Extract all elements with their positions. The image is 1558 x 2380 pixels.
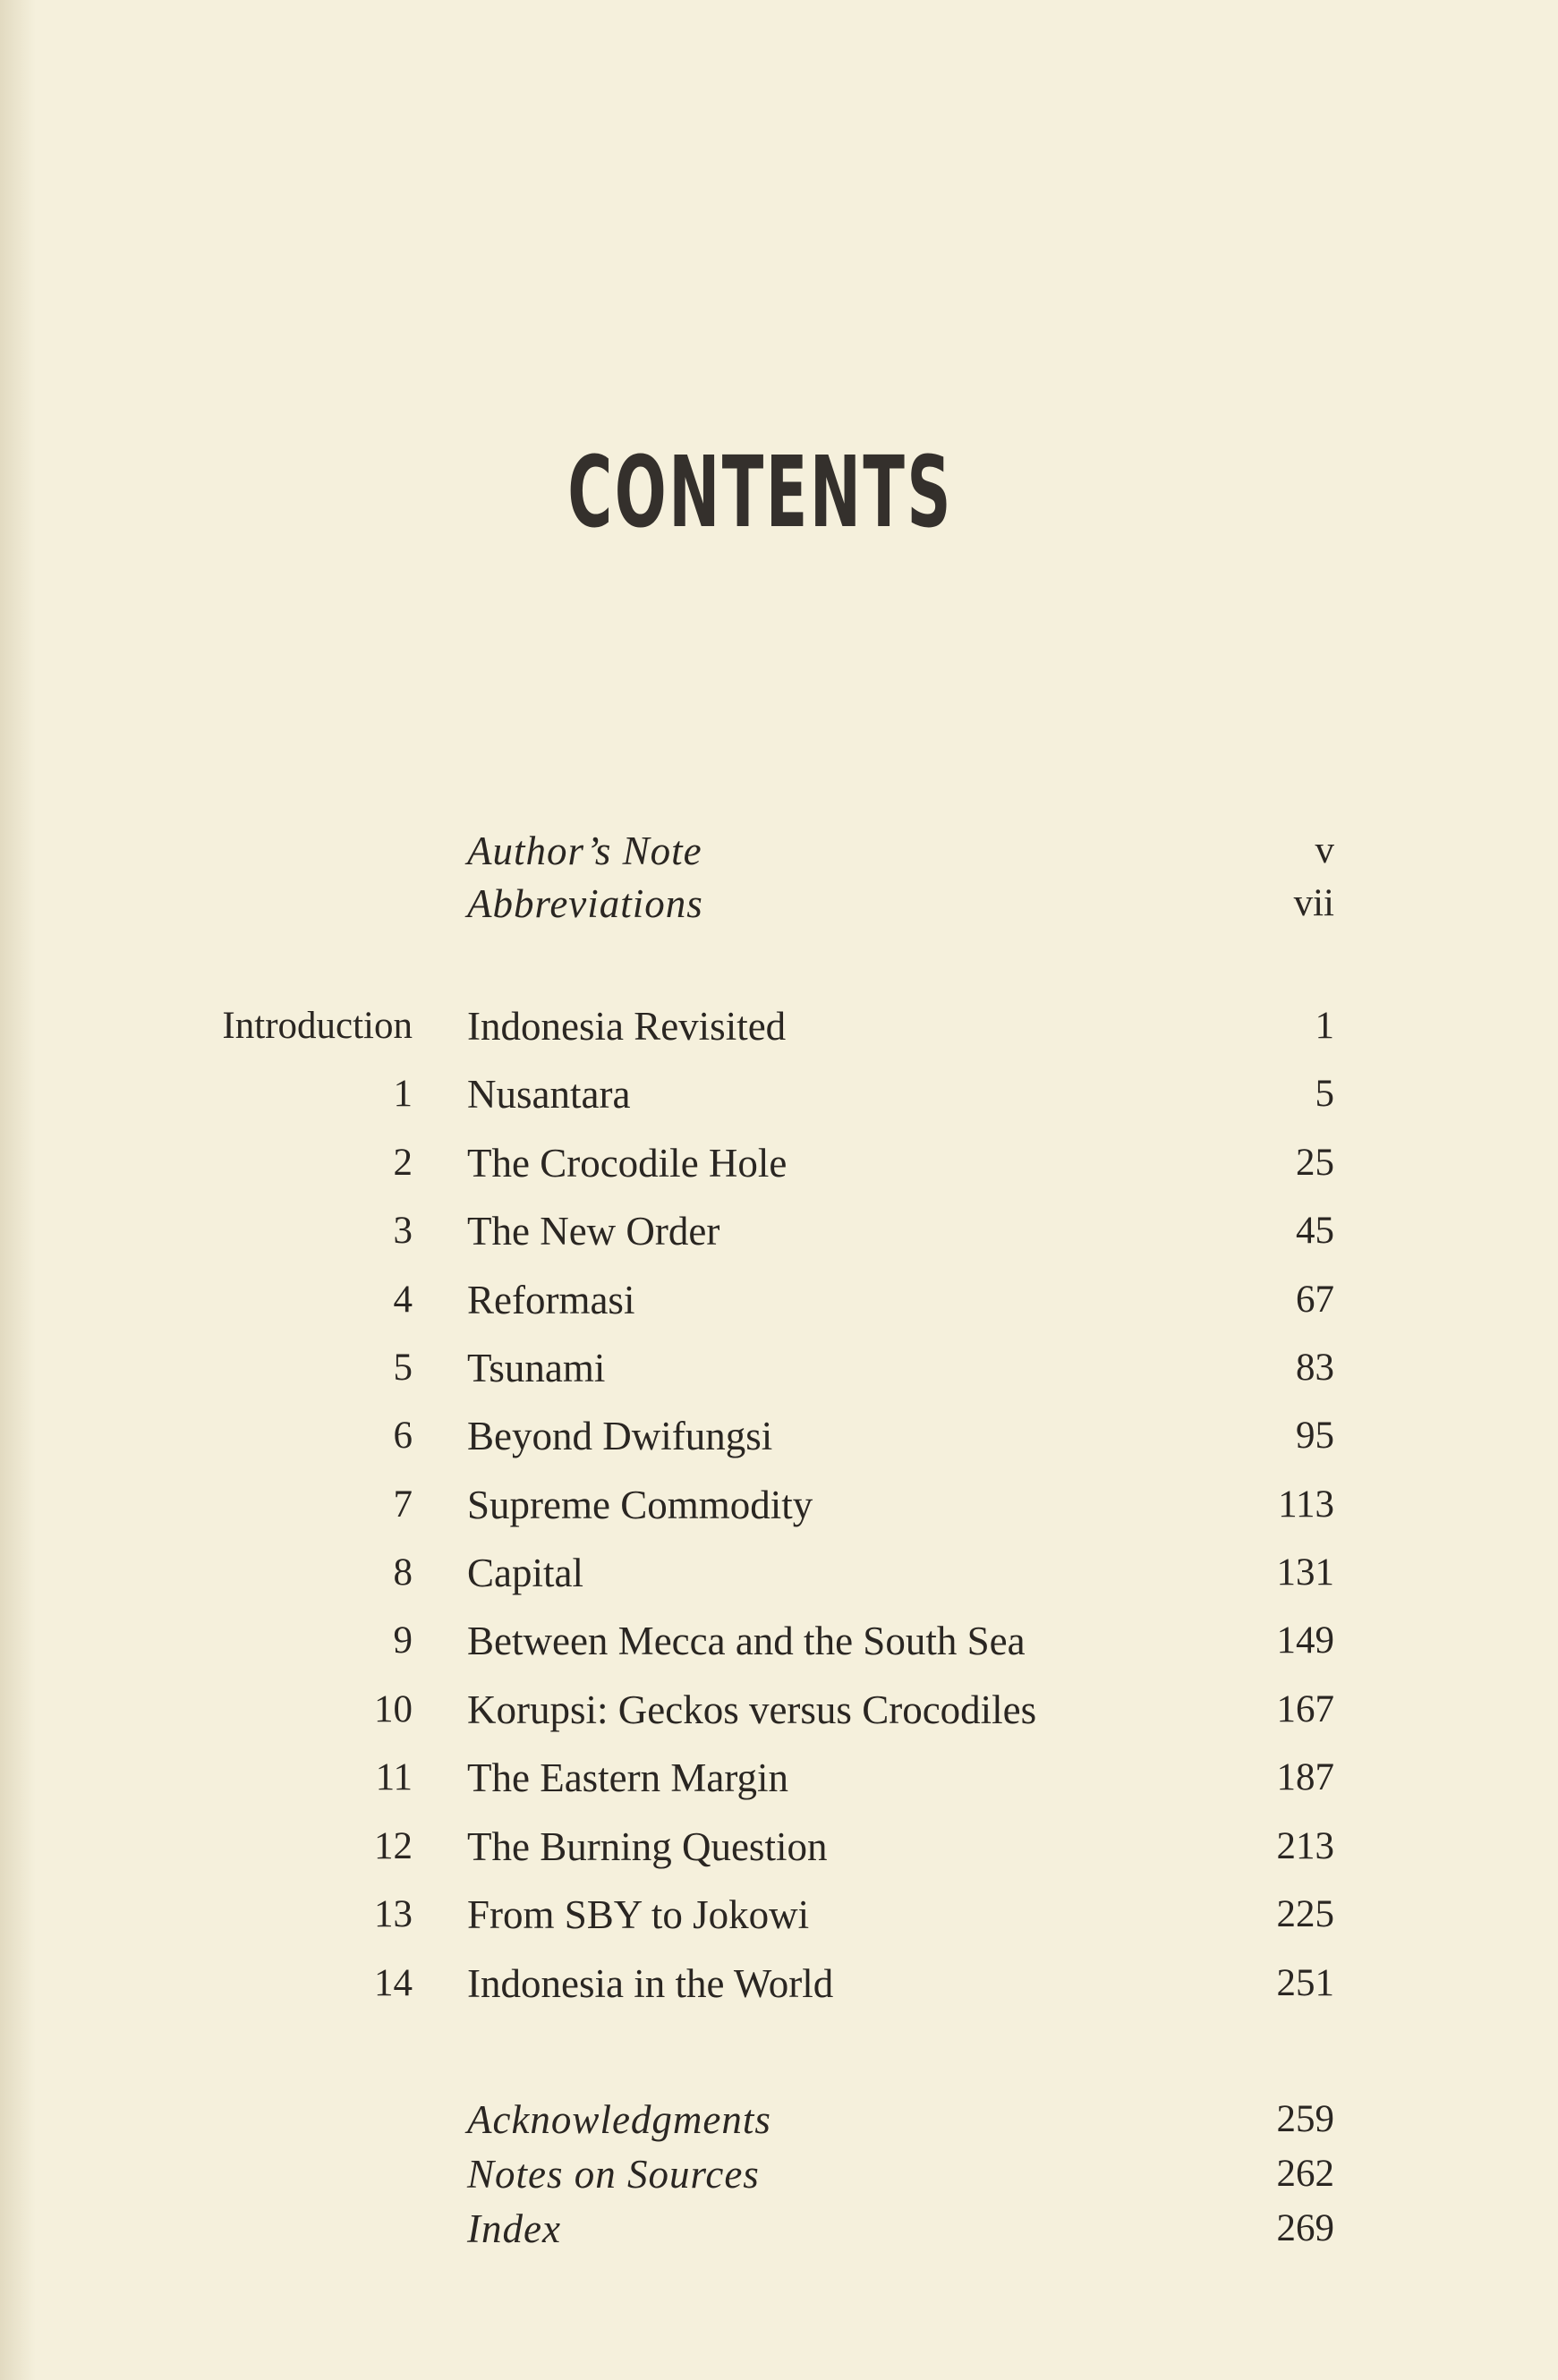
toc-entry-label: The New Order: [467, 1209, 720, 1254]
toc-entry-page: 113: [1278, 1483, 1334, 1526]
toc-entry-number: 11: [375, 1756, 413, 1798]
toc-entry-number: 7: [393, 1483, 413, 1526]
toc-entry-number: 14: [374, 1962, 413, 2004]
toc-entry-number: 12: [374, 1825, 413, 1867]
toc-entry-number: 3: [393, 1210, 413, 1252]
toc-entry-label: Tsunami: [467, 1346, 606, 1390]
toc-entry-page: 67: [1296, 1279, 1334, 1321]
toc-entry-label: Index: [467, 2206, 561, 2251]
toc-entry-page: 1: [1315, 1005, 1334, 1047]
page-title: CONTENTS: [567, 435, 954, 549]
toc-entry-label: Abbreviations: [467, 881, 703, 926]
toc-entry-page: 149: [1276, 1619, 1334, 1662]
toc-entry-number: 6: [393, 1415, 413, 1457]
toc-entry-label: The Burning Question: [467, 1824, 828, 1869]
toc-entry-chapter-5: [0, 1341, 1558, 1395]
toc-entry-chapter-10: [0, 1683, 1558, 1737]
toc-entry-page: 259: [1276, 2098, 1334, 2140]
toc-entry-page: 5: [1315, 1073, 1334, 1115]
toc-entry-label: Reformasi: [467, 1278, 635, 1322]
toc-entry-chapter-9: [0, 1614, 1558, 1668]
toc-entry-number: 13: [374, 1893, 413, 1935]
toc-entry-acknowledgments: [0, 2093, 1558, 2146]
toc-entry-number: 2: [393, 1142, 413, 1184]
toc-entry-page: 262: [1276, 2153, 1334, 2195]
toc-entry-chapter-1: [0, 1067, 1558, 1121]
toc-entry-page: vii: [1293, 882, 1334, 924]
toc-entry-label: From SBY to Jokowi: [467, 1892, 810, 1937]
toc-entry-number: 1: [393, 1073, 413, 1115]
toc-entry-chapter-12: [0, 1820, 1558, 1874]
toc-entry-label: Indonesia in the World: [467, 1961, 834, 2006]
toc-entry-chapter-11: [0, 1751, 1558, 1805]
toc-entry-page: 45: [1296, 1210, 1334, 1252]
page-edge-shadow: [0, 0, 36, 2380]
toc-entry-notes-on-sources: [0, 2147, 1558, 2201]
toc-entry-chapter-13: [0, 1888, 1558, 1942]
toc-entry-chapter-2: [0, 1136, 1558, 1190]
toc-entry-label: The Eastern Margin: [467, 1755, 789, 1800]
toc-entry-page: 251: [1276, 1962, 1334, 2004]
toc-entry-index: [0, 2202, 1558, 2256]
toc-entry-page: v: [1315, 829, 1334, 871]
toc-entry-label: Notes on Sources: [467, 2152, 760, 2197]
toc-entry-label: Supreme Commodity: [467, 1483, 813, 1527]
toc-entry-chapter-7: [0, 1478, 1558, 1532]
toc-entry-label: Beyond Dwifungsi: [467, 1414, 773, 1458]
toc-entry-abbreviations: [0, 877, 1558, 931]
toc-entry-page: 131: [1276, 1551, 1334, 1594]
toc-entry-chapter-6: [0, 1409, 1558, 1463]
toc-entry-page: 269: [1276, 2207, 1334, 2249]
toc-entry-number: 8: [393, 1551, 413, 1594]
toc-entry-introduction: [0, 999, 1558, 1053]
toc-entry-chapter-8: [0, 1546, 1558, 1600]
toc-entry-label: Acknowledgments: [467, 2097, 771, 2142]
toc-entry-label: Nusantara: [467, 1072, 631, 1117]
toc-entry-page: 213: [1276, 1825, 1334, 1867]
toc-entry-number: 5: [393, 1347, 413, 1389]
toc-entry-page: 95: [1296, 1415, 1334, 1457]
toc-entry-page: 83: [1296, 1347, 1334, 1389]
toc-entry-page: 187: [1276, 1756, 1334, 1798]
toc-entry-page: 167: [1276, 1688, 1334, 1730]
toc-entry-chapter-14: [0, 1957, 1558, 2010]
toc-entry-label: Capital: [467, 1551, 583, 1595]
toc-entry-label: Indonesia Revisited: [467, 1004, 787, 1049]
toc-entry-number: 9: [393, 1619, 413, 1662]
toc-entry-page: 25: [1296, 1142, 1334, 1184]
toc-entry-number: Introduction: [222, 1005, 413, 1047]
toc-entry-label: Korupsi: Geckos versus Crocodiles: [467, 1687, 1037, 1732]
toc-entry-authors-note: [0, 824, 1558, 878]
toc-entry-label: The Crocodile Hole: [467, 1141, 788, 1186]
toc-entry-label: Between Mecca and the South Sea: [467, 1619, 1026, 1663]
toc-entry-page: 225: [1276, 1893, 1334, 1935]
toc-entry-number: 10: [374, 1688, 413, 1730]
toc-entry-number: 4: [393, 1279, 413, 1321]
toc-entry-chapter-3: [0, 1204, 1558, 1258]
toc-entry-chapter-4: [0, 1273, 1558, 1327]
toc-entry-label: Author’s Note: [467, 829, 702, 873]
